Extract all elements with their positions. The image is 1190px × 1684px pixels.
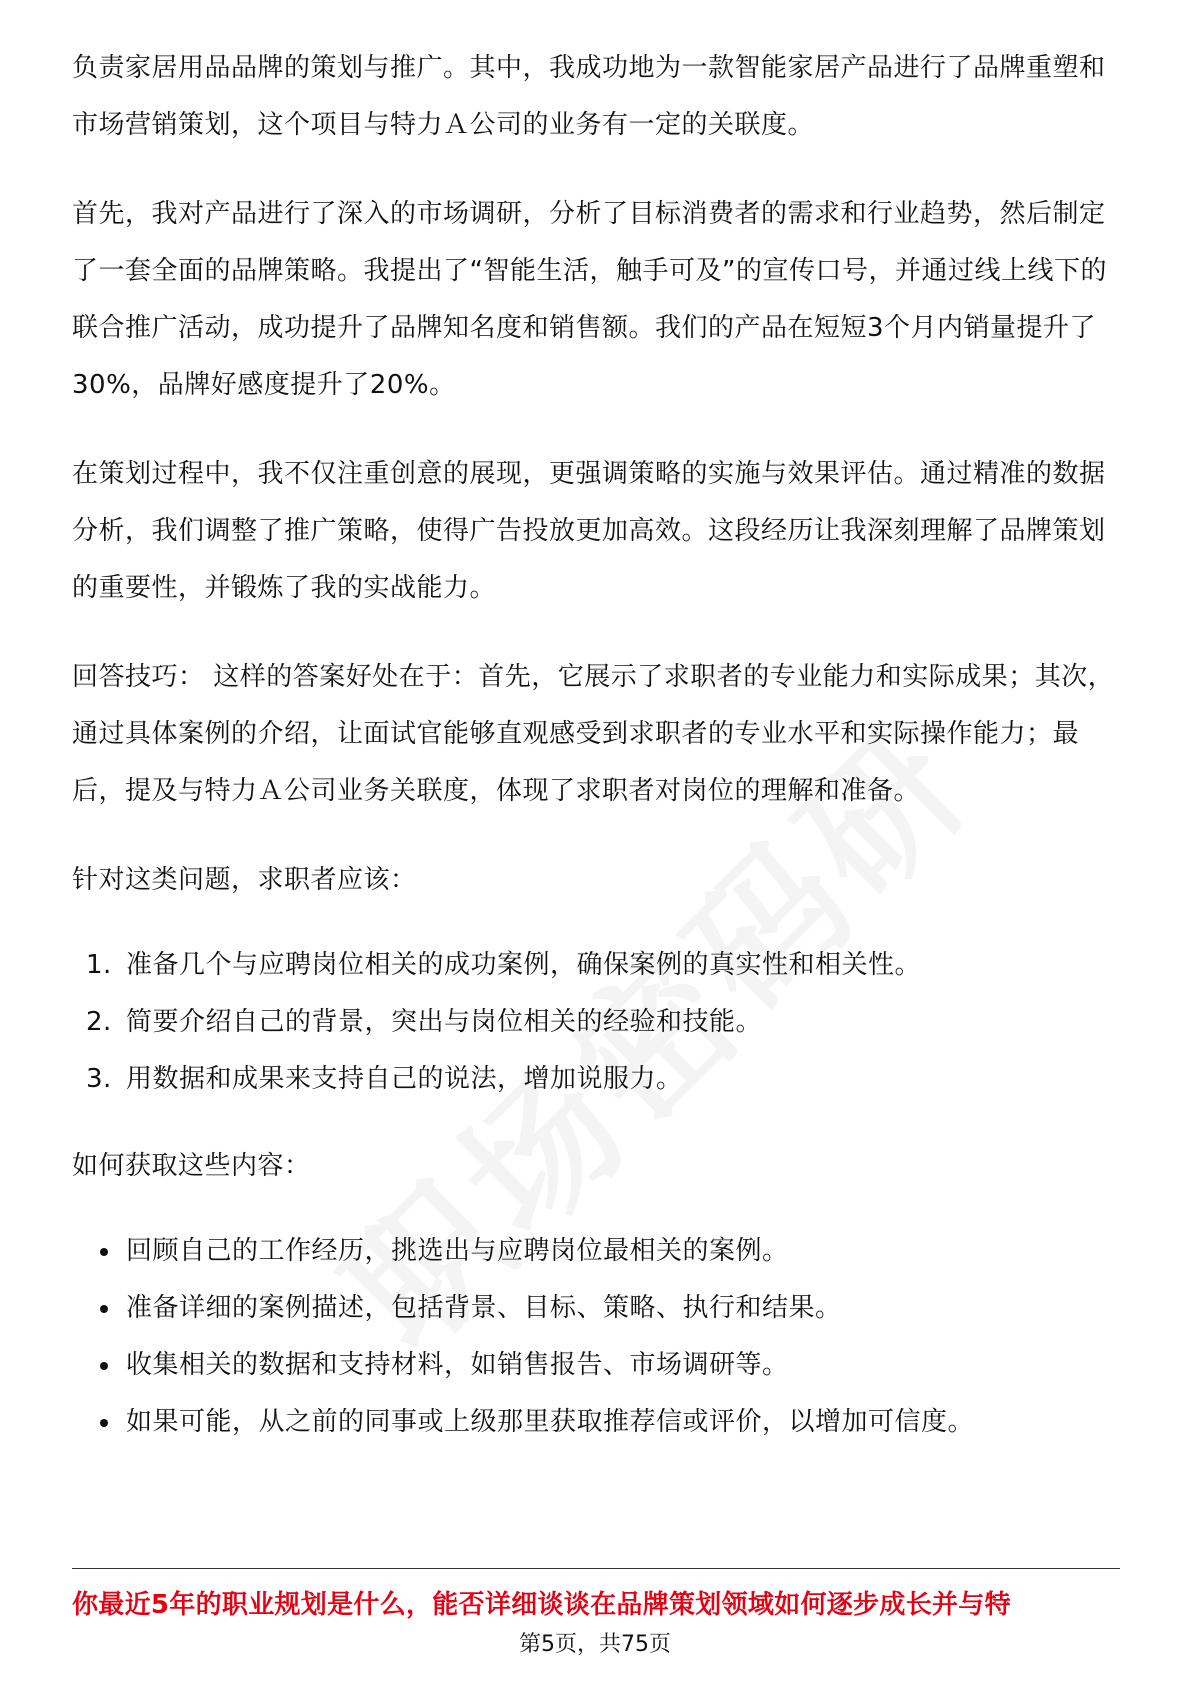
tips-list xyxy=(72,1223,1120,1451)
list-item xyxy=(72,1394,1120,1451)
list-item xyxy=(72,1223,1120,1280)
answer-tips-paragraph: 回答技巧： 这样的答案好处在于：首先，它展示了求职者的专业能力和实际成果；其次，通过具体案例的介绍，让面试官能够直观感受到求职者的专业水平和实际操作能力；最后，提及与特力Ａ公司业务关联度，体现了求职者对岗位的理解和准备。 xyxy=(72,662,1115,806)
paragraph-1: 负责家居用品品牌的策划与推广。其中，我成功地为一款智能家居产品进行了品牌重塑和市场营销策划，这个项目与特力Ａ公司的业务有一定的关联度。 xyxy=(72,53,1106,140)
list-item-text: 准备几个与应聘岗位相关的成功案例，确保案例的真实性和相关性。 xyxy=(126,950,922,980)
bullet-icon xyxy=(100,1362,108,1370)
paragraph-2: 首先，我对产品进行了深入的市场调研，分析了目标消费者的需求和行业趋势，然后制定了一套全面的品牌策略。我提出了“智能生活，触手可及”的宣传口号，并通过线上线下的联合推广活动，成功提升了品牌知名度和销售额。我们的产品在短短3个月内销量提升了30%，品牌好感度提升了20%。 xyxy=(72,199,1107,400)
list-item-text: 收集相关的数据和支持材料，如销售报告、市场调研等。 xyxy=(126,1350,789,1380)
page-number: 第5页，共75页 xyxy=(519,1632,671,1657)
next-question-heading: 你最近5年的职业规划是什么，能否详细谈谈在品牌策划领域如何逐步成长并与特 xyxy=(72,1590,1011,1620)
list-item-text: 如果可能，从之前的同事或上级那里获取推荐信或评价，以增加可信度。 xyxy=(126,1407,975,1437)
bullet-icon xyxy=(100,1248,108,1256)
list-item-text: 用数据和成果来支持自己的说法，增加说服力。 xyxy=(126,1064,683,1094)
list-item xyxy=(72,1280,1120,1337)
list-item-text: 回顾自己的工作经历，挑选出与应聘岗位最相关的案例。 xyxy=(126,1236,789,1266)
list-item xyxy=(72,1051,1120,1108)
list-item xyxy=(72,937,1120,994)
bullet-icon xyxy=(100,1305,108,1313)
list-item xyxy=(72,1337,1120,1394)
steps-list xyxy=(72,937,1120,1108)
list-number: 3. xyxy=(86,1064,112,1094)
list-item xyxy=(72,994,1120,1051)
footer-divider xyxy=(72,1568,1120,1569)
list-number: 2. xyxy=(86,1007,112,1037)
list-item-text: 简要介绍自己的背景，突出与岗位相关的经验和技能。 xyxy=(126,1007,763,1037)
page-content xyxy=(72,40,1120,1481)
bullet-icon xyxy=(100,1419,108,1427)
tips-intro: 如何获取这些内容： xyxy=(72,1151,311,1181)
list-item-text: 准备详细的案例描述，包括背景、目标、策略、执行和结果。 xyxy=(126,1293,842,1323)
list-number: 1. xyxy=(86,950,112,980)
steps-intro: 针对这类问题，求职者应该： xyxy=(72,865,417,895)
paragraph-3: 在策划过程中，我不仅注重创意的展现，更强调策略的实施与效果评估。通过精准的数据分析，我们调整了推广策略，使得广告投放更加高效。这段经历让我深刻理解了品牌策划的重要性，并锻炼了我的实战能力。 xyxy=(72,459,1106,603)
